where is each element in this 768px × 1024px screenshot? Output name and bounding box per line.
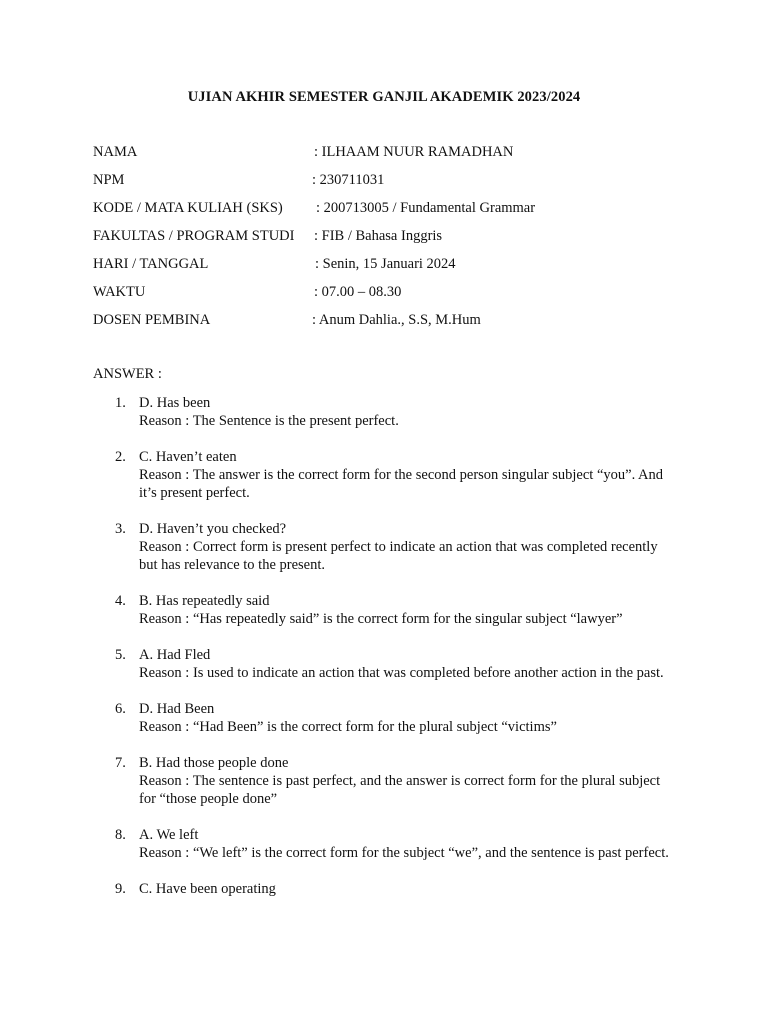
info-row-kode [93,199,713,227]
info-label: DOSEN PEMBINA [93,312,211,328]
info-row-hari [93,255,713,283]
answer-reason: Reason : The answer is the correct form for the second person singular subject “you”. And it’s present perfect. [139,467,663,501]
answer-number: 3. [115,521,126,537]
info-row-npm [93,171,713,199]
answer-reason: Reason : “We left” is the correct form for the subject “we”, and the sentence is past perfect. [139,845,669,861]
answer-number: 1. [115,395,126,411]
info-value: : 07.00 – 08.30 [314,284,402,300]
answer-choice: A. We left [139,827,199,843]
list-item [93,754,693,808]
answer-reason: Reason : “Had Been” is the correct form for the plural subject “victims” [139,719,557,735]
answer-choice: D. Haven’t you checked? [139,521,287,537]
info-label: HARI / TANGGAL [93,256,209,272]
answer-choice: B. Has repeatedly said [139,593,270,609]
document-title: UJIAN AKHIR SEMESTER GANJIL AKADEMIK 2023/2024 [187,89,581,105]
list-item [93,646,693,682]
answer-number: 2. [115,449,126,465]
answer-number: 9. [115,881,126,897]
answer-choice: C. Have been operating [139,881,276,897]
info-label: NPM [93,172,125,188]
info-label: NAMA [93,144,138,160]
answer-reason: Reason : “Has repeatedly said” is the correct form for the singular subject “lawyer” [139,611,623,627]
answer-number: 7. [115,755,126,771]
info-label: WAKTU [93,284,146,300]
info-value: : 230711031 [312,172,385,188]
info-row-fakultas [93,227,713,255]
info-row-nama [93,143,713,171]
answer-choice: D. Has been [139,395,211,411]
answer-reason: Reason : Is used to indicate an action that was completed before another action in the past. [139,665,664,681]
info-label: FAKULTAS / PROGRAM STUDI [93,228,295,244]
answer-number: 6. [115,701,126,717]
list-item [93,592,693,628]
answer-heading: ANSWER : [93,366,162,382]
answer-choice: A. Had Fled [139,647,211,663]
list-item [93,448,693,502]
list-item [93,394,693,430]
answer-number: 8. [115,827,126,843]
answer-number: 4. [115,593,126,609]
info-value: : 200713005 / Fundamental Grammar [316,200,536,216]
info-label: KODE / MATA KULIAH (SKS) [93,200,283,216]
info-value: : Senin, 15 Januari 2024 [315,256,456,272]
info-value: : Anum Dahlia., S.S, M.Hum [312,312,481,328]
answer-reason: Reason : Correct form is present perfect to indicate an action that was completed recently but has relevance to the present. [139,539,658,573]
list-item [93,520,693,574]
answer-list [93,394,693,916]
list-item [93,880,693,898]
info-row-dosen [93,311,713,339]
info-row-waktu [93,283,713,311]
info-value: : ILHAAM NUUR RAMADHAN [314,144,514,160]
answer-choice: B. Had those people done [139,755,289,771]
answer-choice: D. Had Been [139,701,215,717]
answer-reason: Reason : The sentence is past perfect, and the answer is correct form for the plural subject for “those people done” [139,773,661,807]
answer-reason: Reason : The Sentence is the present perfect. [139,413,399,429]
list-item [93,700,693,736]
student-info-block [93,143,713,339]
answer-choice: C. Haven’t eaten [139,449,237,465]
list-item [93,826,693,862]
answer-number: 5. [115,647,126,663]
info-value: : FIB / Bahasa Inggris [314,228,443,244]
